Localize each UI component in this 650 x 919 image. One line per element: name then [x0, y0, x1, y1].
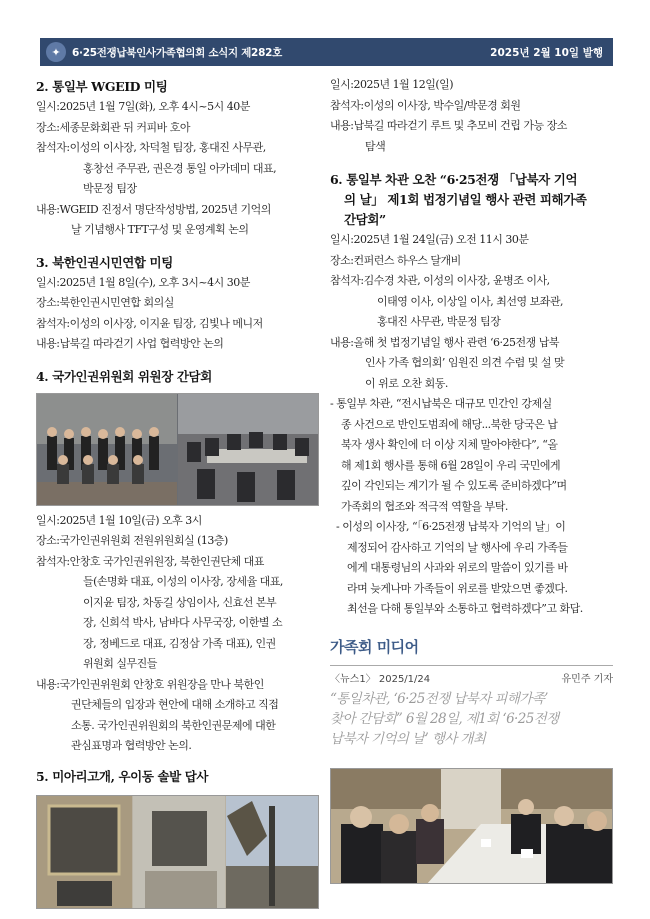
content-label: 내용: — [36, 677, 60, 691]
section-6-date: 2025년 1월 24일(금) 오전 11시 30분 — [353, 233, 529, 246]
section-4-attendees-cont: 들(손명화 대표, 이성의 이사장, 장세율 대표, — [83, 575, 283, 588]
section-3-title: 3. 북한인권시민연합 미팅 — [36, 254, 173, 270]
content-label: 내용: — [330, 119, 354, 132]
newsletter-title: 6·25전쟁납북인사가족협의회 소식지 제282호 — [72, 46, 282, 59]
vice-minister-quote-cont: 북자 생사 확인에 더 이상 지체 말아야한다”, “올 — [341, 438, 558, 451]
section-6-attendees-cont: 이태영 이사, 이상일 이사, 최선영 보좌관, — [377, 294, 563, 308]
chairman-quote-cont: 라며 늦게나마 가족들이 위로를 받았으면 좋겠다. — [347, 581, 568, 595]
section-6-content-cont: 인사 가족 협의회’ 임원진 의견 수렴 및 설 맞 — [365, 356, 565, 369]
content-label: 내용: — [36, 202, 60, 216]
section-2-attendees: 이성의 이사장, 차덕철 팀장, 홍대진 사무관, — [69, 141, 266, 154]
section-6-attendees-cont: 홍대진 사무관, 박문정 팀장 — [377, 315, 501, 328]
attendee-label: 참석자: — [36, 316, 70, 330]
news-headline-line: “통일차관, ‘6·25전쟁 납북자 피해가족’ — [330, 690, 548, 707]
section-2-attendees-cont: 홍창선 주무관, 권은경 통일 아카데미 대표, — [83, 161, 277, 175]
vice-minister-quote: - 통일부 차관, “전시납북은 대규모 민간인 강제실 — [330, 397, 552, 410]
section-6-place: 컨퍼런스 하우스 달개비 — [353, 253, 461, 267]
right-column — [330, 74, 613, 884]
miari-site-photo — [36, 795, 319, 909]
section-6-title-cont: 의 날」 제1회 법정기념일 행사 관련 피해가족 — [344, 192, 587, 207]
news-headline[interactable] — [330, 689, 613, 749]
section-4-title: 4. 국가인권위원회 위원장 간담회 — [36, 368, 212, 384]
reporter-name: 유민주 기자 — [561, 673, 613, 685]
news-headline-line: 납북자 기억의 날’ 행사 개최 — [330, 730, 486, 747]
chairman-quote-cont: 에게 대통령님의 사과와 위로의 말씀이 있기를 바 — [347, 561, 568, 574]
place-label: 장소: — [36, 120, 60, 134]
section-3 — [36, 253, 319, 355]
section-5-content-cont: 탐색 — [365, 139, 386, 153]
date-label: 일시: — [330, 78, 354, 91]
issue-date: 2025년 2월 10일 발행 — [490, 46, 603, 59]
section-6-title-cont: 간담회” — [344, 212, 386, 227]
attendee-label: 참석자: — [330, 274, 364, 287]
section-3-place: 북한인권시민연합 회의실 — [59, 296, 174, 309]
section-2-place: 세종문화회관 뒤 커피바 호아 — [59, 120, 190, 134]
date-label: 일시: — [330, 233, 354, 246]
org-emblem-icon: ✦ — [46, 42, 66, 62]
attendee-label: 참석자: — [36, 141, 70, 154]
section-6-attendees: 김수경 차관, 이성의 이사장, 윤병조 이사, — [363, 274, 550, 287]
section-2-content-cont: 날 기념행사 TFT구성 및 운영계획 논의 — [71, 223, 249, 236]
vice-minister-quote-cont: 깊이 각인되는 계기가 될 수 있도록 준비하겠다”며 — [341, 479, 567, 492]
section-5-date: 2025년 1월 12일(일) — [353, 78, 454, 91]
date-label: 일시: — [36, 100, 60, 113]
section-4-content-cont: 관심표명과 협력방안 논의. — [71, 739, 192, 752]
chairman-quote: - 이성의 이사장, “「6·25전쟁 납북자 기억의 날」이 — [336, 520, 566, 533]
commission-meeting-photo — [36, 393, 319, 506]
section-5-content: 납북길 따라걷기 루트 및 추모비 건립 가능 장소 — [353, 119, 567, 132]
date-label: 일시: — [36, 513, 60, 527]
section-2-title: 2. 통일부 WGEID 미팅 — [36, 79, 168, 94]
content-label: 내용: — [330, 335, 354, 349]
section-3-content: 납북길 따라걷기 사업 협력방안 논의 — [59, 337, 224, 350]
section-2-date: 2025년 1월 7일(화), 오후 4시~5시 40분 — [59, 100, 250, 113]
section-5-details — [330, 75, 613, 157]
section-5-attendees: 이성의 이사장, 박수일/박문경 회원 — [363, 98, 521, 112]
luncheon-photo — [330, 768, 613, 884]
attendee-label: 참석자: — [36, 554, 70, 568]
section-4-place: 국가인권위원회 전원위원회실 (13층) — [59, 534, 228, 547]
section-3-attendees: 이성의 이사장, 이지윤 팀장, 김빛나 메니저 — [69, 316, 263, 330]
section-4-attendees-cont: 이지윤 팀장, 차동길 상임이사, 신효선 본부 — [83, 595, 277, 609]
section-4-content-cont: 소통. 국가인권위원회의 북한인권문제에 대한 — [71, 718, 276, 732]
section-6-title: 6. 통일부 차관 오찬 “6·25전쟁 「납북자 기억 — [330, 172, 578, 187]
section-4-date: 2025년 1월 10일(금) 오후 3시 — [59, 513, 202, 527]
place-label: 장소: — [36, 296, 60, 309]
news-source: 〈뉴스1〉 2025/1/24 — [330, 673, 431, 685]
section-5-heading — [36, 767, 319, 909]
media-title: 가족회 미디어 — [330, 637, 419, 656]
section-4-attendees: 안창호 국가인권위원장, 북한인권단체 대표 — [69, 554, 264, 568]
vice-minister-quote-cont: 가족회의 협조와 적극적 역할을 부탁. — [341, 499, 508, 513]
section-6-content: 올해 첫 법정기념일 행사 관련 ‘6·25전쟁 납북 — [353, 335, 559, 349]
chairman-quote-cont: 최선을 다해 통일부와 소통하고 협력하겠다”고 화답. — [347, 602, 583, 615]
section-2-attendees-cont: 박문정 팀장 — [83, 182, 137, 195]
vice-minister-quote-cont: 해 제1회 행사를 통해 6월 28일이 우리 국민에게 — [341, 458, 561, 472]
news-meta — [330, 665, 613, 685]
section-2-content: WGEID 진정서 명단작성방법, 2025년 기억의 — [59, 202, 271, 216]
section-4-attendees-cont: 위원회 실무진들 — [83, 657, 157, 670]
section-4-attendees-cont: 장, 신희석 박사, 남바다 사무국장, 이한별 소 — [83, 616, 283, 629]
section-6 — [330, 170, 613, 620]
section-5-title: 5. 미아리고개, 우이동 솔밭 답사 — [36, 768, 209, 784]
section-6-content-cont: 이 위로 오찬 회동. — [365, 376, 448, 390]
newsletter-header — [40, 38, 613, 66]
section-4-attendees-cont: 장, 정베드로 대표, 김정삼 가족 대표), 인권 — [83, 636, 276, 650]
vice-minister-quote-cont: 종 사건으로 반인도범죄에 해당...북한 당국은 납 — [341, 417, 558, 431]
left-column — [36, 74, 319, 909]
section-2 — [36, 77, 319, 241]
section-3-date: 2025년 1월 8일(수), 오후 3시~4시 30분 — [59, 275, 250, 289]
section-4-content: 국가인권위원회 안창호 위원장을 만나 북한인 — [59, 677, 264, 691]
place-label: 장소: — [36, 534, 60, 547]
place-label: 장소: — [330, 253, 354, 267]
date-label: 일시: — [36, 275, 60, 289]
family-media-section — [330, 636, 613, 884]
attendee-label: 참석자: — [330, 98, 364, 112]
news-headline-line: 찾아 간담회” 6월 28일, 제1회 ‘6·25전쟁 — [330, 710, 559, 727]
chairman-quote-cont: 제정되어 감사하고 기억의 날 행사에 우리 가족들 — [347, 540, 568, 554]
section-4 — [36, 367, 319, 757]
section-4-content-cont: 권단체들의 입장과 현안에 대해 소개하고 직접 — [71, 698, 279, 711]
content-label: 내용: — [36, 337, 60, 350]
